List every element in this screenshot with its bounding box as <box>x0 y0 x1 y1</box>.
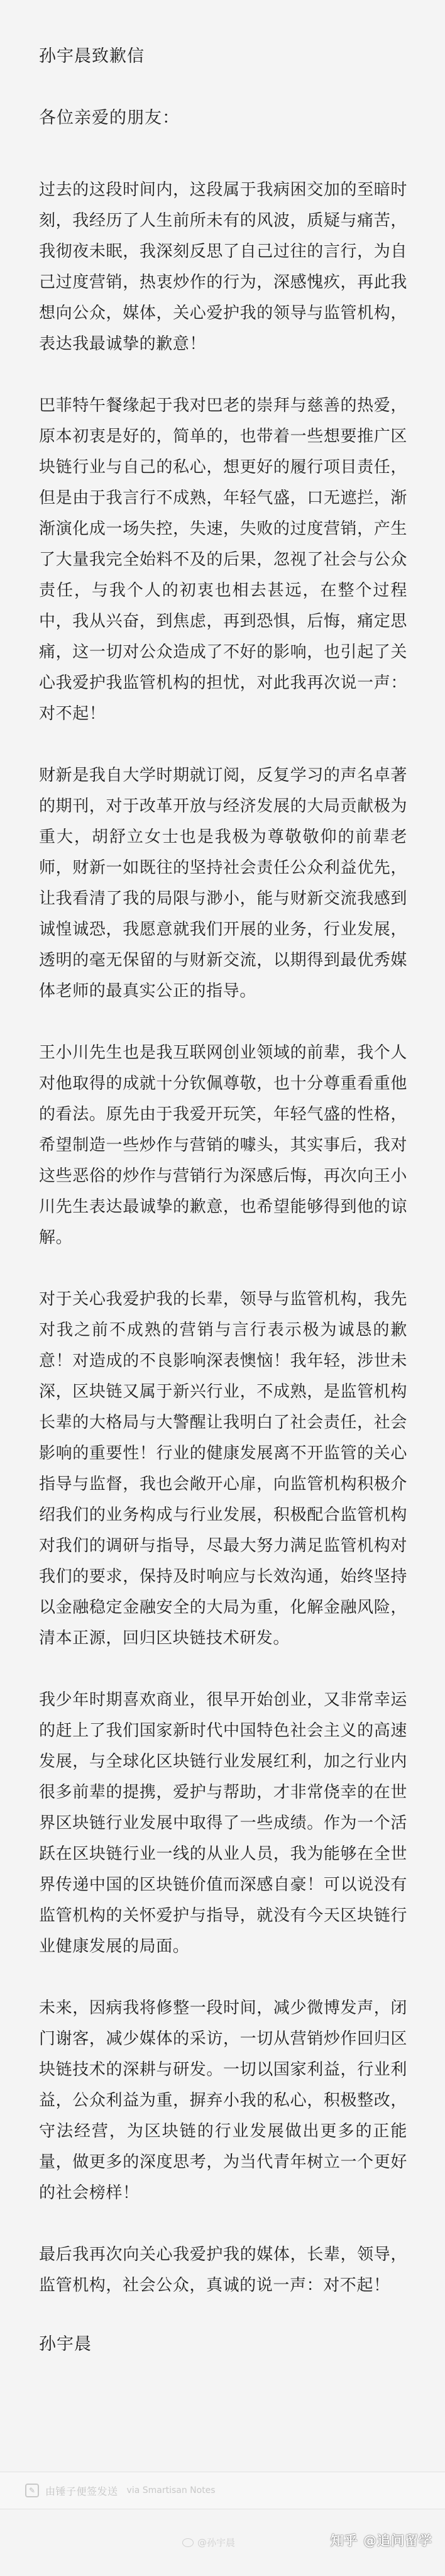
letter-paragraph-4: 王小川先生也是我互联网创业领域的前辈，我个人对他取得的成就十分钦佩尊敬，也十分尊重看重他的看法。原先由于我爱开玩笑，年轻气盛的性格，希望制造一些炒作与营销的噱头，其实事后，我对这些恶俗的炒作与营销行为深感后悔，再次向王小川先生表达最诚挚的歉意，也希望能够得到他的谅解。 <box>39 1043 407 1247</box>
smartisan-notes-icon: ✎ <box>25 2484 39 2497</box>
footer-via-text: via Smartisan Notes <box>126 2485 216 2496</box>
letter-paragraph-5: 对于关心我爱护我的长辈，领导与监管机构，我先对我之前不成熟的营销与言行表示极为诚恳的歉意！对造成的不良影响深表懊恼！我年轻，涉世未深，区块链又属于新兴行业，不成熟，是监管机构长辈的大格局与大警醒让我明白了社会责任，社会影响的重要性！行业的健康发展离不开监管的关心指导与监督，我也会敞开心扉，向监管机构积极介绍我们的业务构成与行业发展，积极配合监管机构对我们的调研与指导，尽最大努力满足监管机构对我们的要求，保持及时响应与长效沟通，始终坚持以金融稳定金融安全的大局为重，化解金融风险，清本正源，回归区块链技术研发。 <box>39 1290 407 1648</box>
letter-paragraph-2: 巴菲特午餐缘起于我对巴老的崇拜与慈善的热爱，原本初衷是好的，简单的，也带着一些想要推广区块链行业与自己的私心，想更好的履行项目责任，但是由于我言行不成熟，年轻气盛，口无遮拦，渐渐演化成一场失控，失速，失败的过度营销，产生了大量我完全始料不及的后果，忽视了社会与公众责任，与我个人的初衷也相去甚远，在整个过程中，我从兴奋，到焦虑，再到恐惧，后悔，痛定思痛，这一切对公众造成了不好的影响，也引起了关心我爱护我监管机构的担忧，对此我再次说一声：对不起！ <box>39 396 407 723</box>
letter-paragraph-1: 过去的这段时间内，这段属于我病困交加的至暗时刻，我经历了人生前所未有的风波，质疑与痛苦，我彻夜未眠，我深刻反思了自己过往的言行，为自己过度营销，热衷炒作的行为，深感愧疚，再此我想向公众，媒体，关心爱护我的领导与监管机构，表达我最诚挚的歉意！ <box>39 180 407 353</box>
letter-paragraph-6: 我少年时期喜欢商业，很早开始创业，又非常幸运的赶上了我们国家新时代中国特色社会主义的高速发展，与全球化区块链行业发展红利，加之行业内很多前辈的提携，爱护与帮助，才非常侥幸的在世界区块链行业发展中取得了一些成绩。作为一个活跃在区块链行业一线的从业人员，我为能够在全世界传递中国的区块链价值而深感自豪！可以说没有监管机构的关怀爱护与指导，就没有今天区块链行业健康发展的局面。 <box>39 1690 407 1956</box>
smartisan-footer <box>0 2472 445 2509</box>
letter-paragraph-7: 未来，因病我将修整一段时间，减少微博发声，闭门谢客，减少媒体的采访，一切从营销炒作回归区块链技术的深耕与研发。一切以国家利益，行业利益，公众利益为重，摒弃小我的私心，积极整改，守法经营，为区块链的行业发展做出更多的正能量，做更多的深度思考，为当代青年树立一个更好的社会榜样！ <box>39 1999 407 2202</box>
letter-paragraph-3: 财新是我自大学时期就订阅，反复学习的声名卓著的期刊，对于改革开放与经济发展的大局贡献极为重大，胡舒立女士也是我极为尊敬敬仰的前辈老师，财新一如既往的坚持社会责任公众利益优先，让我看清了我的局限与渺小，能与财新交流我感到诚惶诚恐，我愿意就我们开展的业务，行业发展，透明的毫无保留的与财新交流，以期得到最优秀媒体老师的最真实公正的指导。 <box>39 766 407 1001</box>
weibo-watermark-text: @孙宇晨 <box>197 2537 236 2548</box>
letter-title: 孙宇晨致歉信 <box>39 47 145 66</box>
weibo-watermark <box>182 2536 235 2549</box>
letter-signature: 孙宇晨 <box>39 2334 92 2354</box>
weibo-icon <box>182 2538 194 2547</box>
letter-greeting: 各位亲爱的朋友： <box>39 108 180 128</box>
apology-letter <box>39 44 407 2357</box>
footer-app-text: 由锤子便签发送 <box>45 2485 118 2497</box>
letter-paragraph-8: 最后我再次向关心我爱护我的媒体，长辈，领导，监管机构，社会公众，真诚的说一声：对不起！ <box>39 2245 407 2295</box>
zhihu-watermark: 知乎 @追问留学 <box>330 2533 432 2548</box>
